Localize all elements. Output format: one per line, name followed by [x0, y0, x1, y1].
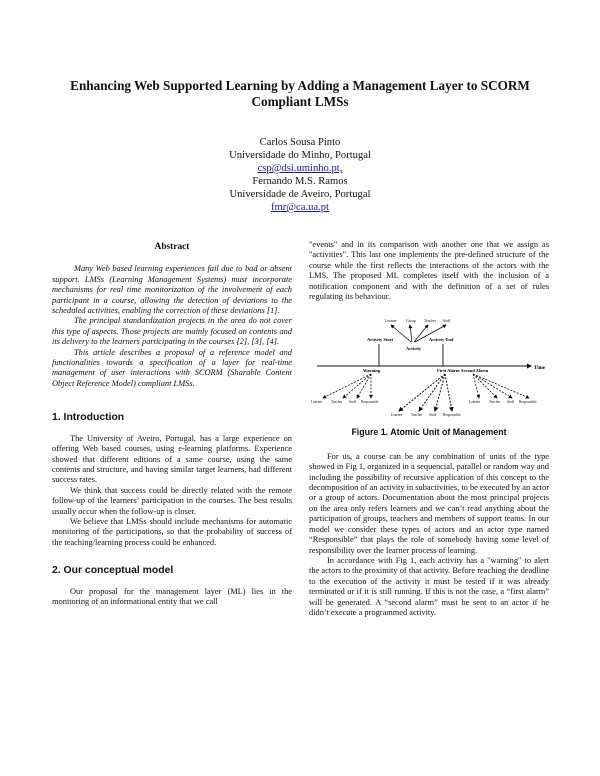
author-block — [150, 136, 450, 214]
author-affiliation: Universidade de Aveiro, Portugal — [229, 189, 371, 200]
second-alarm-label: Second Alarm — [461, 368, 489, 374]
body-paragraph: For us, a course can be any combination of units of the type showed in Fig 1, organized in a sequencial, parallel or random way and including the possibility of recursive application of this concept to the decomposition of an activity in subactivities, to be executed by an actor or a group of actors. Documentation about the most principal projects on the area only refers learners and we can’t read anything about the participation of groups, teachers and members of support teams. In our model we consider these types of actors and an actor type named “Responsible” that plays the role of somebody having some level of responsibility over the learner process of learning. — [309, 451, 550, 555]
section-heading-conceptual-model: 2. Our conceptual model — [52, 565, 174, 577]
second-alarm-arrow — [473, 374, 479, 398]
activity-label: Activity — [406, 346, 422, 352]
activity-start-label: Activity Start — [367, 337, 394, 343]
author-name: Carlos Sousa Pinto — [259, 137, 341, 148]
top-role-arrow — [414, 325, 428, 342]
abstract-body — [52, 264, 292, 389]
first-alarm-role-label: Teacher — [411, 413, 423, 418]
figure-atomic-unit — [309, 306, 549, 491]
body-paragraph: Our proposal for the management layer (ML) lies in the monitoring of an informational entity that we call — [52, 586, 292, 606]
first-alarm-arrow — [399, 374, 445, 411]
section-heading-introduction: 1. Introduction — [52, 412, 125, 424]
abstract-heading: Abstract — [154, 242, 190, 252]
figure-diagram — [309, 306, 549, 491]
second-alarm-role-label: Learner — [469, 400, 481, 405]
abstract-paragraph: The principal standardization projects in the area do not cover this type of aspects. Those projects are mainly focused on contents and its delivery to the learners participating in the courses [2], [3], [4]. — [52, 316, 292, 347]
second-alarm-role-label: Staff — [507, 400, 514, 405]
first-alarm-arrow — [445, 374, 452, 411]
activity-end-label: Activity End — [429, 337, 454, 343]
body-paragraph: The University of Aveiro, Portugal, has a large experience on offering Web based courses, using e-learning platforms. Experience showed that different editions of a same course, using the same contents and structure, and having similar target learners, had different success rates. — [52, 433, 292, 485]
second-alarm-arrow — [473, 374, 529, 398]
first-alarm-role-label: Staff — [429, 413, 436, 418]
first-alarm-role-label: Responsible — [443, 413, 461, 418]
warning-role-label: Staff — [349, 400, 356, 405]
warning-label: Warning — [363, 368, 381, 374]
first-alarm-role-label: Learner — [391, 413, 403, 418]
author-email[interactable]: fmr@ca.ua.pt — [271, 202, 329, 213]
right-column — [309, 240, 549, 618]
warning-arrow — [343, 374, 371, 398]
body-paragraph: We think that success could be directly related with the remote follow-up of the learners’ participation in the courses. The best results usually occur when the follow-up is closer. — [52, 485, 292, 516]
first-alarm-arrow — [435, 374, 445, 411]
warning-role-label: Learner — [311, 400, 323, 405]
top-role-label: Group — [406, 319, 416, 324]
abstract-paragraph: Many Web based learning experiences fail due to bad or absent support. LMSs (Learning Management Systems) must incorporate mechanisms for real time monitorization of the involvement of each participant in a course, allowing the detection of deviations to the scheduled activities, enabling the correction of these deviations [1]. — [52, 264, 292, 316]
top-role-label: Learner — [385, 319, 397, 324]
left-column — [52, 240, 292, 607]
body-paragraph: We believe that LMSs should include mechanisms for automatic monitoring of the participations, so that the probability of success of the teaching/learning process could be enhanced. — [52, 516, 292, 547]
paper-title: Enhancing Web Supported Learning by Adding a Management Layer to SCORM Compliant LMSs — [70, 78, 530, 109]
author-name: Fernando M.S. Ramos — [252, 176, 348, 187]
second-alarm-arrow — [473, 374, 512, 398]
warning-role-label: Responsible — [361, 400, 379, 405]
figure-caption: Figure 1. Atomic Unit of Management — [351, 427, 507, 438]
top-role-arrow — [410, 325, 412, 342]
abstract-paragraph: This article describes a proposal of a reference model and functionalities towards a specification of a layer for real-time management of user interactions with SCORM (Sharable Content Object Reference Model) compliant LMSs. — [52, 347, 292, 388]
top-role-label: Staff — [443, 319, 451, 324]
top-role-arrow — [391, 325, 411, 342]
second-alarm-arrow — [473, 374, 497, 398]
second-alarm-role-label: Responsible — [519, 400, 537, 405]
warning-role-label: Teacher — [331, 400, 343, 405]
body-paragraph: In accordance with Fig 1, each activity has a "warning" to alert the actors to the proximity of that activity. Before reaching the deadline to the execution of the activity it must be tested if it was already terminated or if it is still running. If this is not the case, a “first alarm” will be generated. A “second alarm” must be sent to an actor if he didn’t execute a programmed activity. — [309, 555, 549, 617]
time-label: Time — [534, 366, 546, 372]
author-email[interactable]: csp@dsi.uminho.pt, — [257, 163, 343, 174]
second-alarm-role-label: Teacher — [489, 400, 501, 405]
top-role-label: Teacher — [424, 319, 436, 324]
first-alarm-arrow — [419, 374, 445, 411]
body-paragraph: "events" and in its comparison with another one that we assign as "activities". This last one implements the pre-defined structure of the course while the first reflects the interactions of the actors with the LMS. The proposed ML completes itself with the inclusion of a notification component and with the definition of a set of rules regulating its behaviour. — [309, 240, 549, 302]
author-affiliation: Universidade do Minho, Portugal — [229, 150, 371, 161]
first-alarm-label: First Alarm — [437, 368, 460, 374]
